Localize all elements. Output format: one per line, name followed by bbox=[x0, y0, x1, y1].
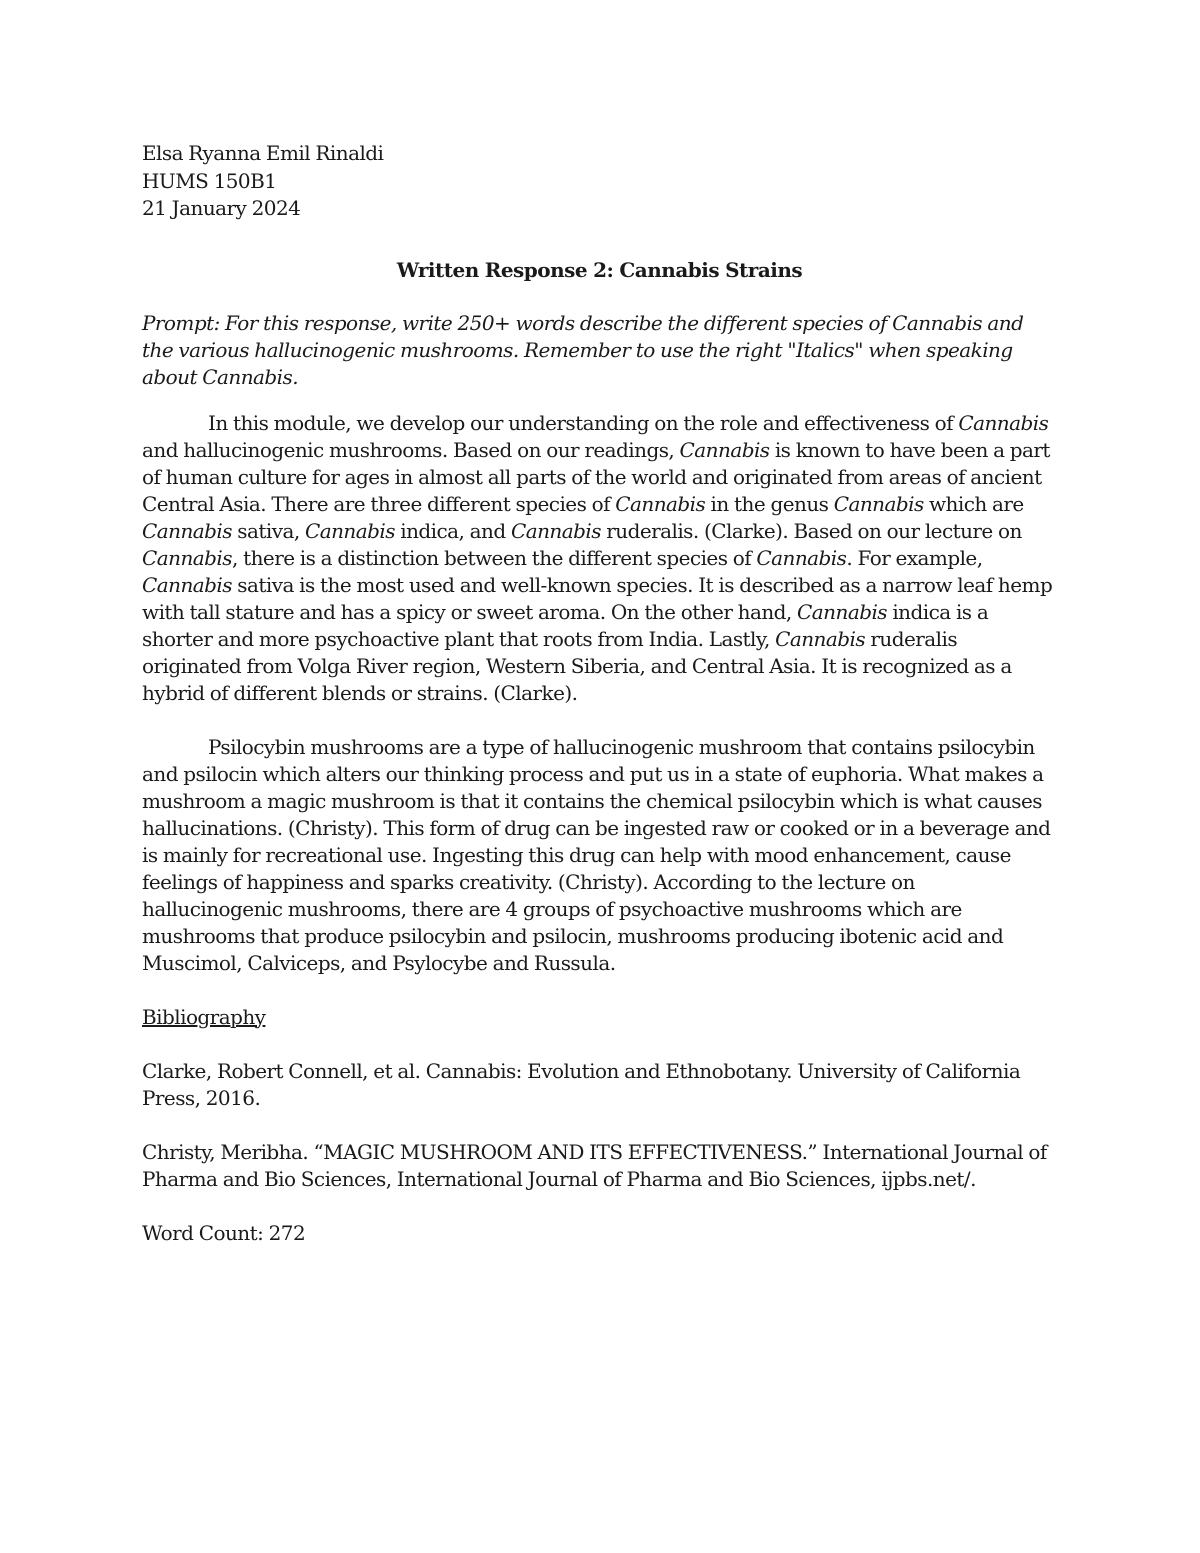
body-paragraph-cannabis: In this module, we develop our understanding on the role and effectiveness of Cannabis and hallucinogenic mushrooms. Based on our readings, Cannabis is known to have been a part of human culture for ages in almost all parts of the world and originated from areas of ancient Central Asia. There are three different species of Cannabis in the genus Cannabis which are Cannabis sativa, Cannabis indica, and Cannabis ruderalis. (Clarke). Based on our lecture on Cannabis, there is a distinction between the different species of Cannabis. For example, Cannabis sativa is the most used and well-known species. It is described as a narrow leaf hemp with tall stature and has a spicy or sweet aroma. On the other hand, Cannabis indica is a shorter and more psychoactive plant that roots from India. Lastly, Cannabis ruderalis originated from Volga River region, Western Siberia, and Central Asia. It is recognized as a hybrid of different blends or strains. (Clarke). bbox=[142, 410, 1053, 705]
header-block bbox=[142, 140, 1057, 223]
bibliography-heading: Bibliography bbox=[142, 1004, 266, 1029]
document-page bbox=[142, 140, 1057, 1247]
submission-date: 21 January 2024 bbox=[142, 196, 301, 220]
document-title: Written Response 2: Cannabis Strains bbox=[396, 257, 803, 282]
course-code: HUMS 150B1 bbox=[142, 168, 277, 193]
author-name: Elsa Ryanna Emil Rinaldi bbox=[142, 141, 384, 165]
bibliography-entry-clarke: Clarke, Robert Connell, et al. Cannabis: Evolution and Ethnobotany. University of California Press, 2016. bbox=[142, 1058, 1021, 1110]
body-paragraph-mushrooms: Psilocybin mushrooms are a type of hallucinogenic mushroom that contains psilocybin and psilocin which alters our thinking process and put us in a state of euphoria. What makes a mushroom a magic mushroom is that it contains the chemical psilocybin which is what causes hallucinations. (Christy). This form of drug can be ingested raw or cooked or in a beverage and is mainly for recreational use. Ingesting this drug can help with mood enhancement, cause feelings of happiness and sparks creativity. (Christy). According to the lecture on hallucinogenic mushrooms, there are 4 groups of psychoactive mushrooms which are mushrooms that produce psilocybin and psilocin, mushrooms producing ibotenic acid and Muscimol, Calviceps, and Psylocybe and Russula. bbox=[142, 734, 1051, 975]
word-count: Word Count: 272 bbox=[142, 1220, 306, 1245]
prompt-text: Prompt: For this response, write 250+ words describe the different species of Cannabis and the various hallucinogenic mushrooms. Remember to use the right "Italics" when speaking about Cannabis. bbox=[142, 310, 1024, 389]
bibliography-entry-christy: Christy, Meribha. “MAGIC MUSHROOM AND ITS EFFECTIVENESS.” International Journal of Pharma and Bio Sciences, International Journal of Pharma and Bio Sciences, ijpbs.net/. bbox=[142, 1139, 1047, 1191]
